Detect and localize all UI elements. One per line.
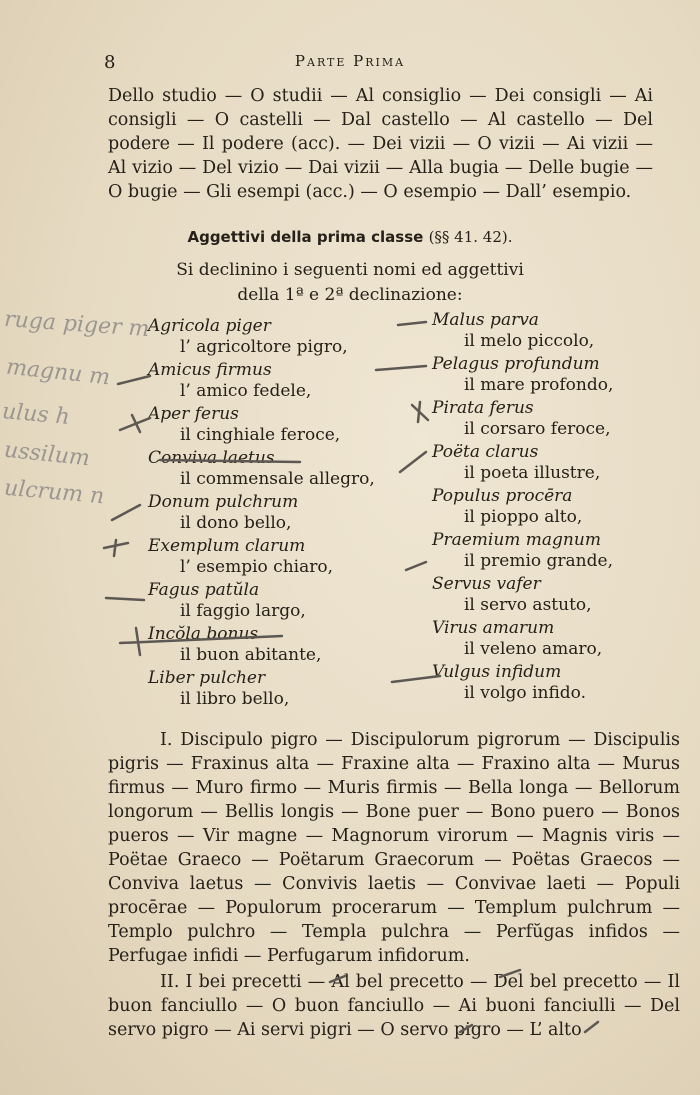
latin-term: Pirata ferus: [432, 398, 534, 418]
vocab-column-right: [432, 310, 692, 706]
italian-translation: il buon abitante,: [180, 645, 322, 665]
section-instruction: [0, 258, 700, 308]
page-number: 8: [104, 52, 116, 73]
section-heading: [0, 228, 700, 246]
vocab-entry: [148, 580, 408, 624]
latin-term: Poëta clarus: [432, 442, 539, 462]
vocab-entry: [432, 310, 692, 354]
italian-translation: il faggio largo,: [180, 601, 306, 621]
vocab-entry: [432, 530, 692, 574]
vocab-entry: [148, 360, 408, 404]
vocab-entry: [432, 486, 692, 530]
latin-term: Donum pulchrum: [148, 492, 299, 512]
italian-translation: il corsaro feroce,: [464, 419, 611, 439]
italian-translation: il melo piccolo,: [464, 331, 595, 351]
italian-translation: l’ amico fedele,: [180, 381, 312, 401]
italian-translation: il poeta illustre,: [464, 463, 601, 483]
italian-translation: il libro bello,: [180, 689, 290, 709]
italian-translation: il premio grande,: [464, 551, 613, 571]
italian-translation: il veleno amaro,: [464, 639, 603, 659]
exercise-1: [108, 728, 680, 968]
latin-term: Pelagus profundum: [432, 354, 600, 374]
vocab-entry: [432, 574, 692, 618]
instruction-line-2: della 1ª e 2ª declinazione:: [237, 285, 463, 305]
latin-term: Virus amarum: [432, 618, 555, 638]
intro-paragraph: Dello studio — O studii — Al consiglio — Dei consigli — Ai consigli — O castelli — Dal castello — Al castello — Del podere — Il podere (acc). — Dei vizii — O vizii — Ai vizii — Al vizio — Del vizio — Dai vizii — Alla bugia — Delle bugie — O bugie — Gli esempi (acc.) — O esempio — Dall’ esempio.: [108, 86, 653, 202]
margin-note: ruga piger m: [3, 306, 151, 343]
exercise-2-text: II. I bei precetti — Al bel precetto — Del bel precetto — Il buon fanciullo — O buon fanciullo — Ai buoni fanciulli — Del servo pigro — Ai servi pigri — O servo pigro — L’ alto: [108, 972, 680, 1040]
margin-note: ussilum: [2, 437, 91, 472]
latin-term: Liber pulcher: [148, 668, 266, 688]
italian-translation: il dono bello,: [180, 513, 292, 533]
vocab-column-left: [148, 316, 408, 712]
vocab-entry: [148, 448, 408, 492]
vocab-entry: [432, 398, 692, 442]
italian-translation: il volgo infido.: [464, 683, 587, 703]
latin-term: Fagus patŭla: [148, 580, 260, 600]
vocab-entry: [148, 492, 408, 536]
italian-translation: il commensale allegro,: [180, 469, 375, 489]
latin-term: Servus vafer: [432, 574, 541, 594]
page-header: [0, 50, 700, 74]
section-reference: (§§ 41. 42).: [428, 228, 513, 246]
italian-translation: il pioppo alto,: [464, 507, 583, 527]
exercise-2: [108, 970, 680, 1042]
latin-term: Incŏla bonus: [148, 624, 259, 644]
italian-translation: il mare profondo,: [464, 375, 614, 395]
latin-term: Vulgus infidum: [432, 662, 562, 682]
italian-translation: l’ agricoltore pigro,: [180, 337, 348, 357]
vocab-entry: [148, 668, 408, 712]
latin-term: Populus procēra: [432, 486, 573, 506]
italian-translation: il cinghiale feroce,: [180, 425, 341, 445]
margin-note: ulus h: [1, 399, 71, 430]
margin-note: ulcrum n: [3, 475, 106, 510]
vocab-entry: [432, 354, 692, 398]
vocab-entry: [148, 316, 408, 360]
vocab-entry: [148, 624, 408, 668]
vocab-entry: [148, 536, 408, 580]
latin-term: Conviva laetus: [148, 448, 275, 468]
latin-term: Praemium magnum: [432, 530, 601, 550]
instruction-line-1: Si declinino i seguenti nomi ed aggettivi: [176, 260, 524, 280]
exercise-1-text: I. Discipulo pigro — Discipulorum pigrorum — Discipulis pigris — Fraxinus alta — Fraxine alta — Fraxino alta — Murus firmus — Muro firmo — Muris firmis — Bella longa — Bellorum longorum — Bellis longis — Bone puer — Bono puero — Bonos pueros — Vir magne — Magnorum virorum — Magnis viris — Poëtae Graeco — Poëtarum Graecorum — Poëtas Graecos — Conviva laetus — Convivis laetis — Convivae laeti — Populi procērae — Populorum procerarum — Templum pulchrum — Templo pulchro — Templa pulchra — Perfŭgas infidos — Perfugae infidi — Perfugarum infidorum.: [108, 730, 680, 966]
latin-term: Malus parva: [432, 310, 539, 330]
latin-term: Aper ferus: [148, 404, 239, 424]
vocab-entry: [432, 618, 692, 662]
vocab-entry: [432, 662, 692, 706]
vocab-entry: [432, 442, 692, 486]
italian-translation: l’ esempio chiaro,: [180, 557, 333, 577]
section-heading-text: Aggettivi della prima classe: [187, 228, 424, 246]
running-title: Parte Prima: [294, 52, 406, 70]
italian-translation: il servo astuto,: [464, 595, 592, 615]
latin-term: Agricola piger: [148, 316, 271, 336]
latin-term: Amicus firmus: [148, 360, 272, 380]
latin-term: Exemplum clarum: [148, 536, 306, 556]
vocab-entry: [148, 404, 408, 448]
margin-note: magnu m: [4, 354, 112, 391]
